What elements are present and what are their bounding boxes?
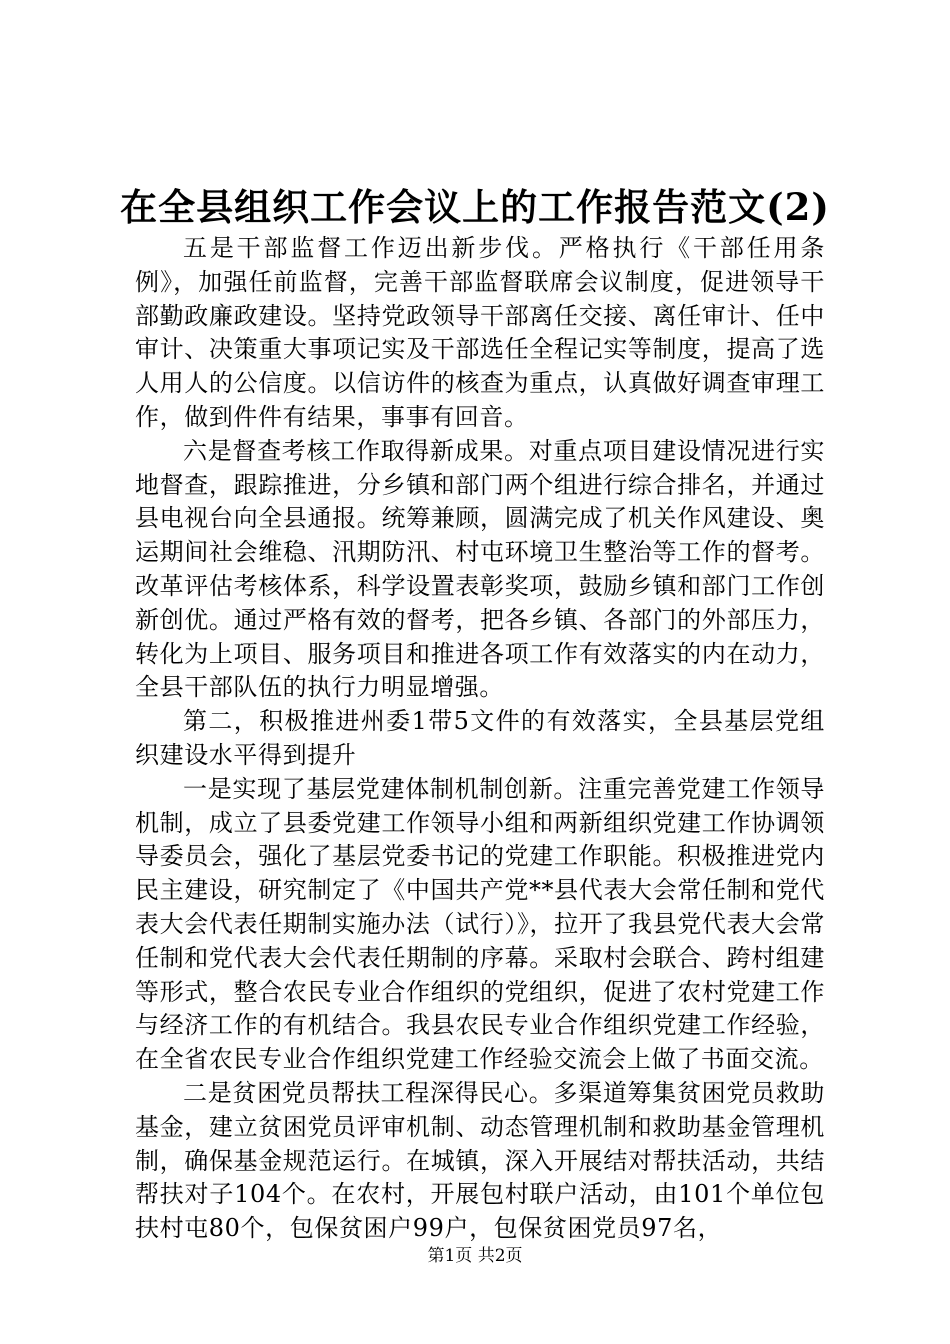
paragraph: 二是贫困党员帮扶工程深得民心。多渠道筹集贫困党员救助基金，建立贫困党员评审机制、动态管理机制和救助基金管理机制，确保基金规范运行。在城镇，深入开展结对帮扶活动，共结帮扶对子104个。在农村，开展包村联户活动，由101个单位包扶村屯80个，包保贫困户99户，包保贫困党员97名， (135, 1078, 825, 1243)
paragraph: 六是督查考核工作取得新成果。对重点项目建设情况进行实地督查，跟踪推进，分乡镇和部门两个组进行综合排名，并通过县电视台向全县通报。统筹兼顾，圆满完成了机关作风建设、奥运期间社会维稳、汛期防汛、村屯环境卫生整治等工作的督考。改革评估考核体系，科学设置表彰奖项，鼓励乡镇和部门工作创新创优。通过严格有效的督考，把各乡镇、各部门的外部压力，转化为上项目、服务项目和推进各项工作有效落实的内在动力，全县干部队伍的执行力明显增强。 (135, 436, 825, 702)
document-body (135, 232, 825, 1246)
paragraph: 第二，积极推进州委1带5文件的有效落实，全县基层党组织建设水平得到提升 (135, 707, 825, 769)
paragraph: 一是实现了基层党建体制机制创新。注重完善党建工作领导机制，成立了县委党建工作领导小组和两新组织党建工作协调领导委员会，强化了基层党委书记的党建工作职能。积极推进党内民主建设，研究制定了《中国共产党**县代表大会常任制和党代表大会代表任期制实施办法（试行）》，拉开了我县党代表大会常任制和党代表大会代表任期制的序幕。采取村会联合、跨村组建等形式，整合农民专业合作组织的党组织，促进了农村党建工作与经济工作的有机结合。我县农民专业合作组织党建工作经验，在全省农民专业合作组织党建工作经验交流会上做了书面交流。 (135, 774, 825, 1074)
page-footer: 第1页 共2页 (427, 1246, 523, 1266)
page-title: 在全县组织工作会议上的工作报告范文(2) (120, 185, 830, 229)
paragraph: 五是干部监督工作迈出新步伐。严格执行《干部任用条例》，加强任前监督，完善干部监督联席会议制度，促进领导干部勤政廉政建设。坚持党政领导干部离任交接、离任审计、任中审计、决策重大事项记实及干部选任全程记实等制度，提高了选人用人的公信度。以信访件的核查为重点，认真做好调查审理工作，做到件件有结果，事事有回音。 (135, 234, 825, 431)
